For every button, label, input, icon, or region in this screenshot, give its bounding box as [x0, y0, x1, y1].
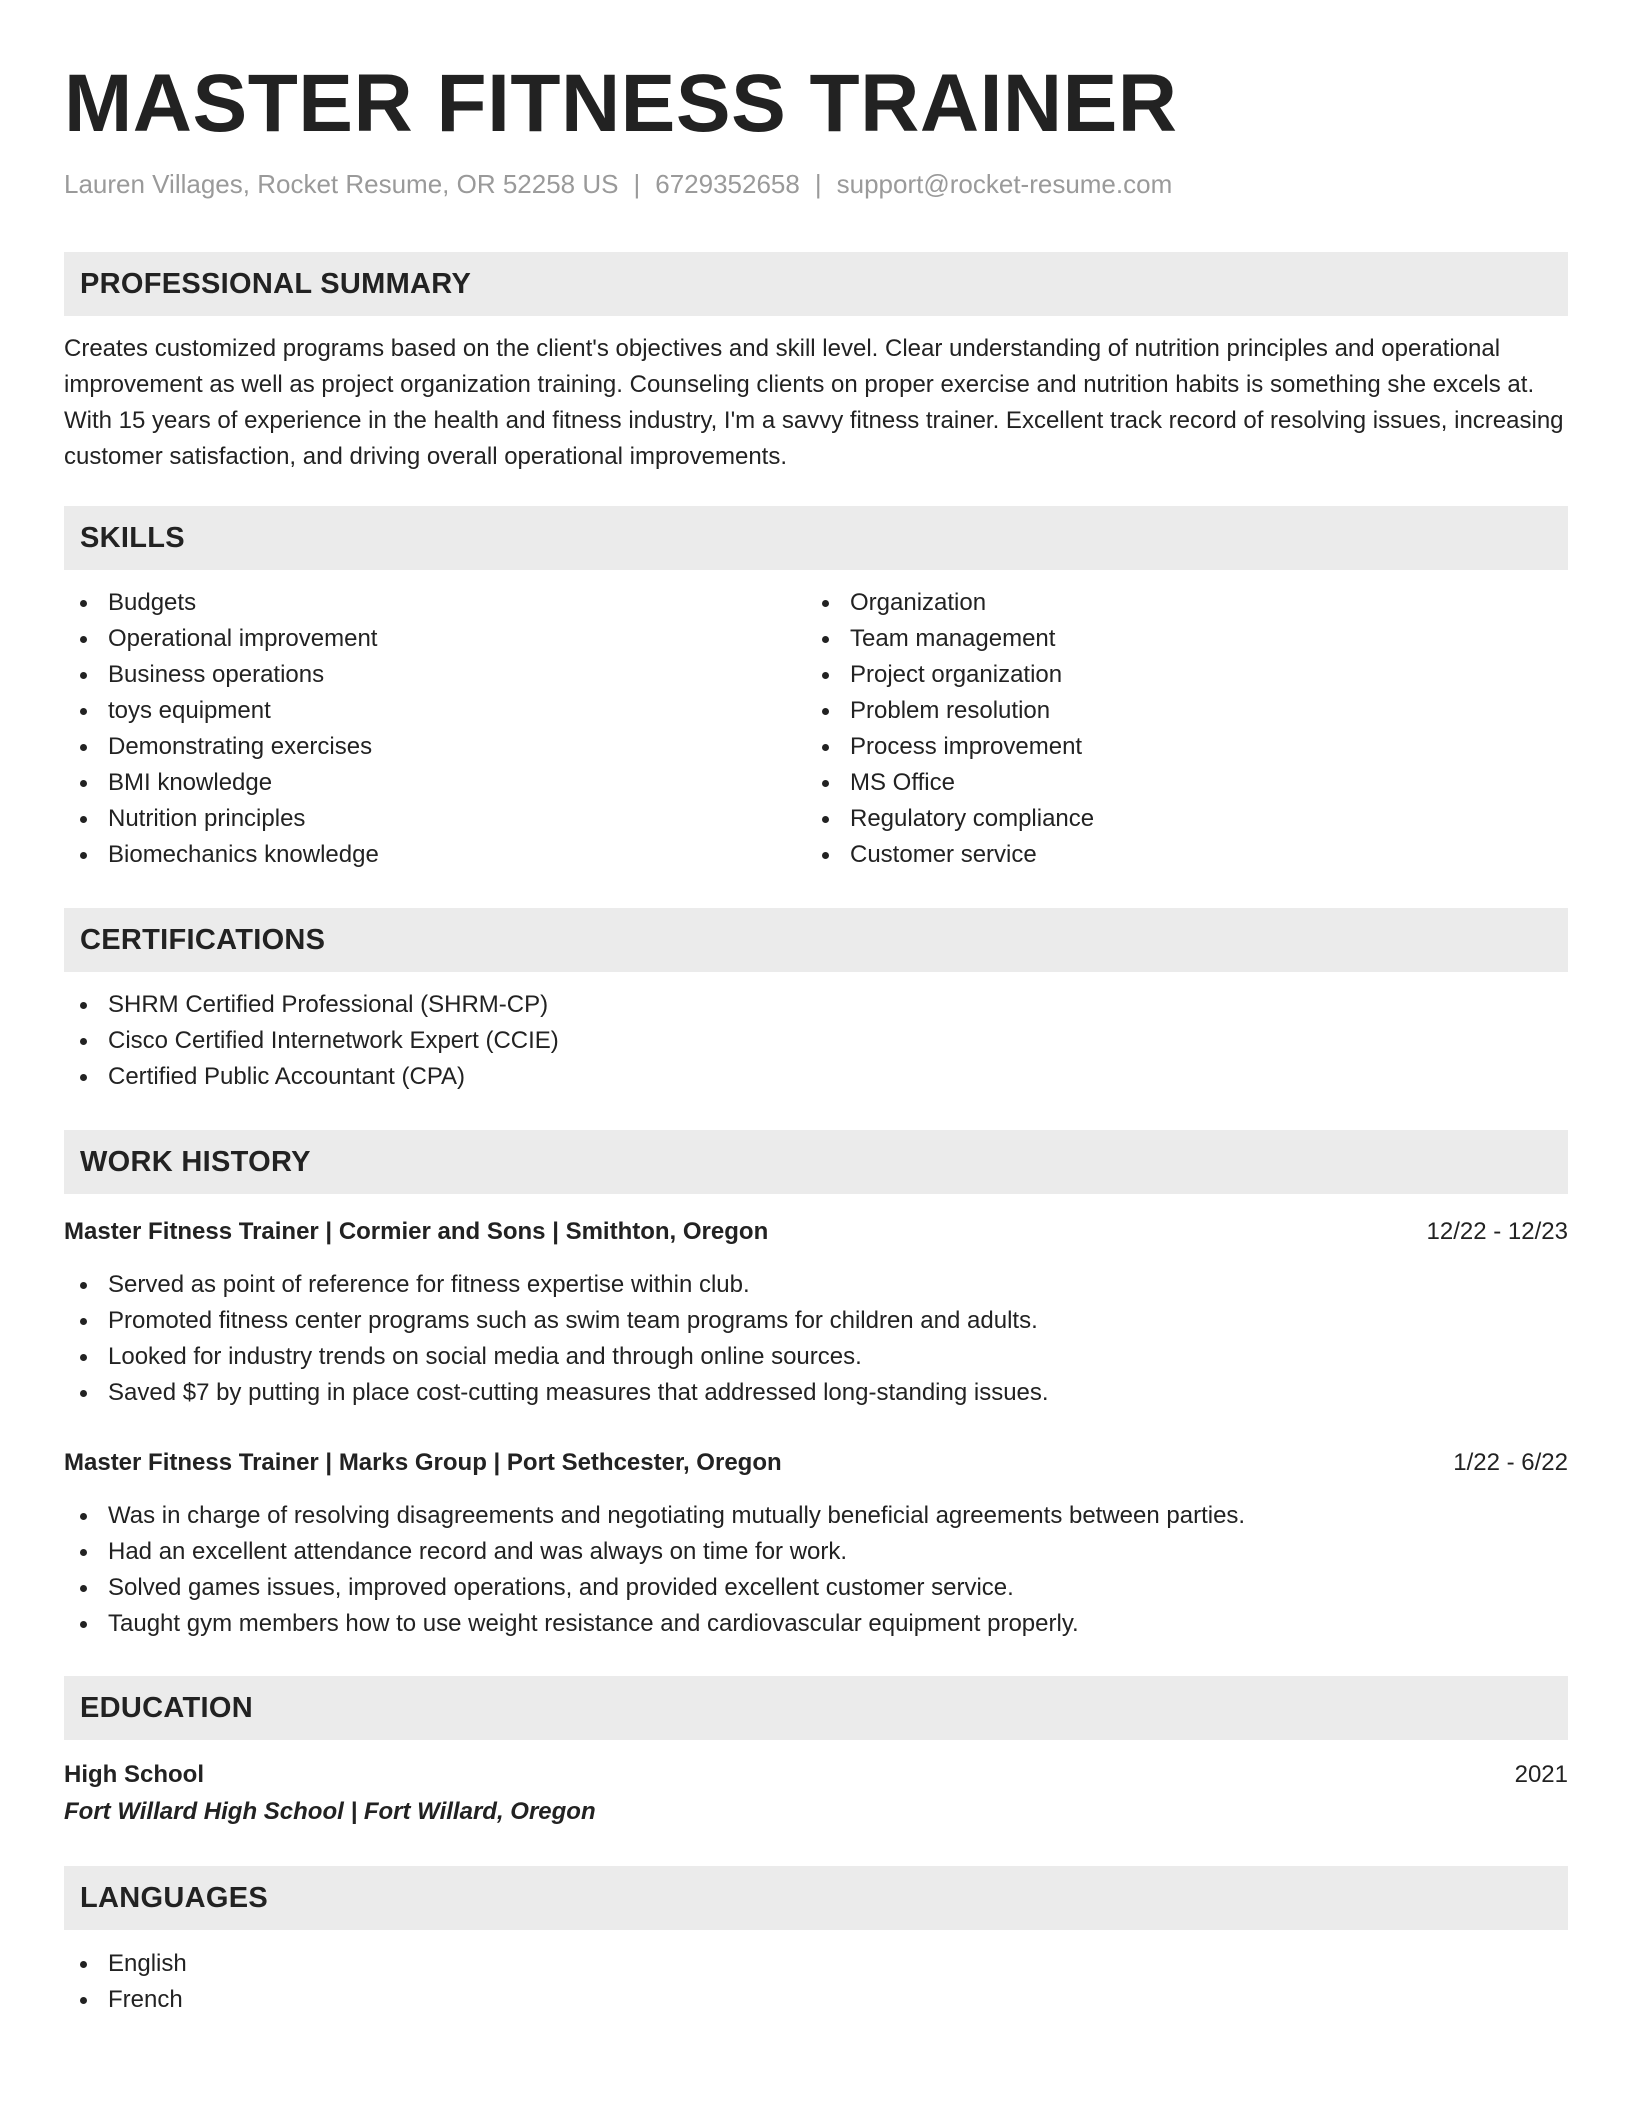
contact-line: [64, 166, 1172, 202]
job-dates: 12/22 - 12/23: [1426, 1218, 1568, 1245]
section-header-languages: LANGUAGES: [64, 1866, 1568, 1930]
skill-item: MS Office: [806, 765, 1546, 801]
skill-item: Business operations: [64, 657, 794, 693]
skill-item: Regulatory compliance: [806, 801, 1546, 837]
section-header-education: EDUCATION: [64, 1676, 1568, 1740]
contact-separator: |: [814, 169, 822, 199]
contact-separator: |: [633, 169, 641, 199]
section-header-summary: PROFESSIONAL SUMMARY: [64, 252, 1568, 316]
certification-item: Certified Public Accountant (CPA): [64, 1059, 1568, 1095]
section-header-certifications: CERTIFICATIONS: [64, 908, 1568, 972]
skill-item: Operational improvement: [64, 621, 794, 657]
contact-address: Lauren Villages, Rocket Resume, OR 52258 US: [64, 169, 619, 199]
education-degree: High School: [64, 1761, 204, 1788]
contact-email: support@rocket-resume.com: [836, 169, 1173, 199]
skills-list-right: [806, 585, 1546, 873]
education-year: 2021: [1514, 1761, 1568, 1788]
resume-name: MASTER FITNESS TRAINER: [64, 58, 1178, 149]
job-title: Master Fitness Trainer | Marks Group | Port Sethcester, Oregon: [64, 1449, 782, 1476]
skill-item: Demonstrating exercises: [64, 729, 794, 765]
job-dates: 1/22 - 6/22: [1453, 1449, 1568, 1476]
skill-item: Nutrition principles: [64, 801, 794, 837]
job-bullet: Solved games issues, improved operations, and provided excellent customer service.: [64, 1570, 1568, 1606]
skill-item: Budgets: [64, 585, 794, 621]
certification-item: SHRM Certified Professional (SHRM-CP): [64, 987, 1568, 1023]
skill-item: BMI knowledge: [64, 765, 794, 801]
job-title: Master Fitness Trainer | Cormier and Sons | Smithton, Oregon: [64, 1218, 769, 1245]
section-header-work-history: WORK HISTORY: [64, 1130, 1568, 1194]
section-header-skills: SKILLS: [64, 506, 1568, 570]
skill-item: Customer service: [806, 837, 1546, 873]
certifications-list: [64, 987, 1568, 1095]
skill-item: Organization: [806, 585, 1546, 621]
job-bullet: Promoted fitness center programs such as swim team programs for children and adults.: [64, 1303, 1568, 1339]
skill-item: Process improvement: [806, 729, 1546, 765]
language-item: French: [64, 1982, 1568, 2018]
education-school: Fort Willard High School | Fort Willard, Oregon: [64, 1798, 596, 1825]
skill-item: toys equipment: [64, 693, 794, 729]
contact-phone: 6729352658: [655, 169, 800, 199]
job-bullet: Saved $7 by putting in place cost-cutting measures that addressed long-standing issues.: [64, 1375, 1568, 1411]
summary-text: Creates customized programs based on the client's objectives and skill level. Clear understanding of nutrition principles and operational improvement as well as project organization training. Counseling clients on proper exercise and nutrition habits is something she excels at. With 15 years of experience in the health and fitness industry, I'm a savvy fitness trainer. Excellent track record of resolving issues, increasing customer satisfaction, and driving overall operational improvements.: [64, 335, 1564, 470]
skills-list-left: [64, 585, 794, 873]
job-bullet: Served as point of reference for fitness expertise within club.: [64, 1267, 1568, 1303]
job-bullet: Had an excellent attendance record and was always on time for work.: [64, 1534, 1568, 1570]
job-bullet: Was in charge of resolving disagreements and negotiating mutually beneficial agreements between parties.: [64, 1498, 1568, 1534]
language-item: English: [64, 1946, 1568, 1982]
skill-item: Team management: [806, 621, 1546, 657]
job-bullets: [64, 1267, 1568, 1411]
job-bullet: Taught gym members how to use weight resistance and cardiovascular equipment properly.: [64, 1606, 1568, 1642]
languages-list: [64, 1946, 1568, 2018]
job-bullets: [64, 1498, 1568, 1642]
certification-item: Cisco Certified Internetwork Expert (CCIE): [64, 1023, 1568, 1059]
job-bullet: Looked for industry trends on social media and through online sources.: [64, 1339, 1568, 1375]
skill-item: Problem resolution: [806, 693, 1546, 729]
skill-item: Biomechanics knowledge: [64, 837, 794, 873]
skill-item: Project organization: [806, 657, 1546, 693]
